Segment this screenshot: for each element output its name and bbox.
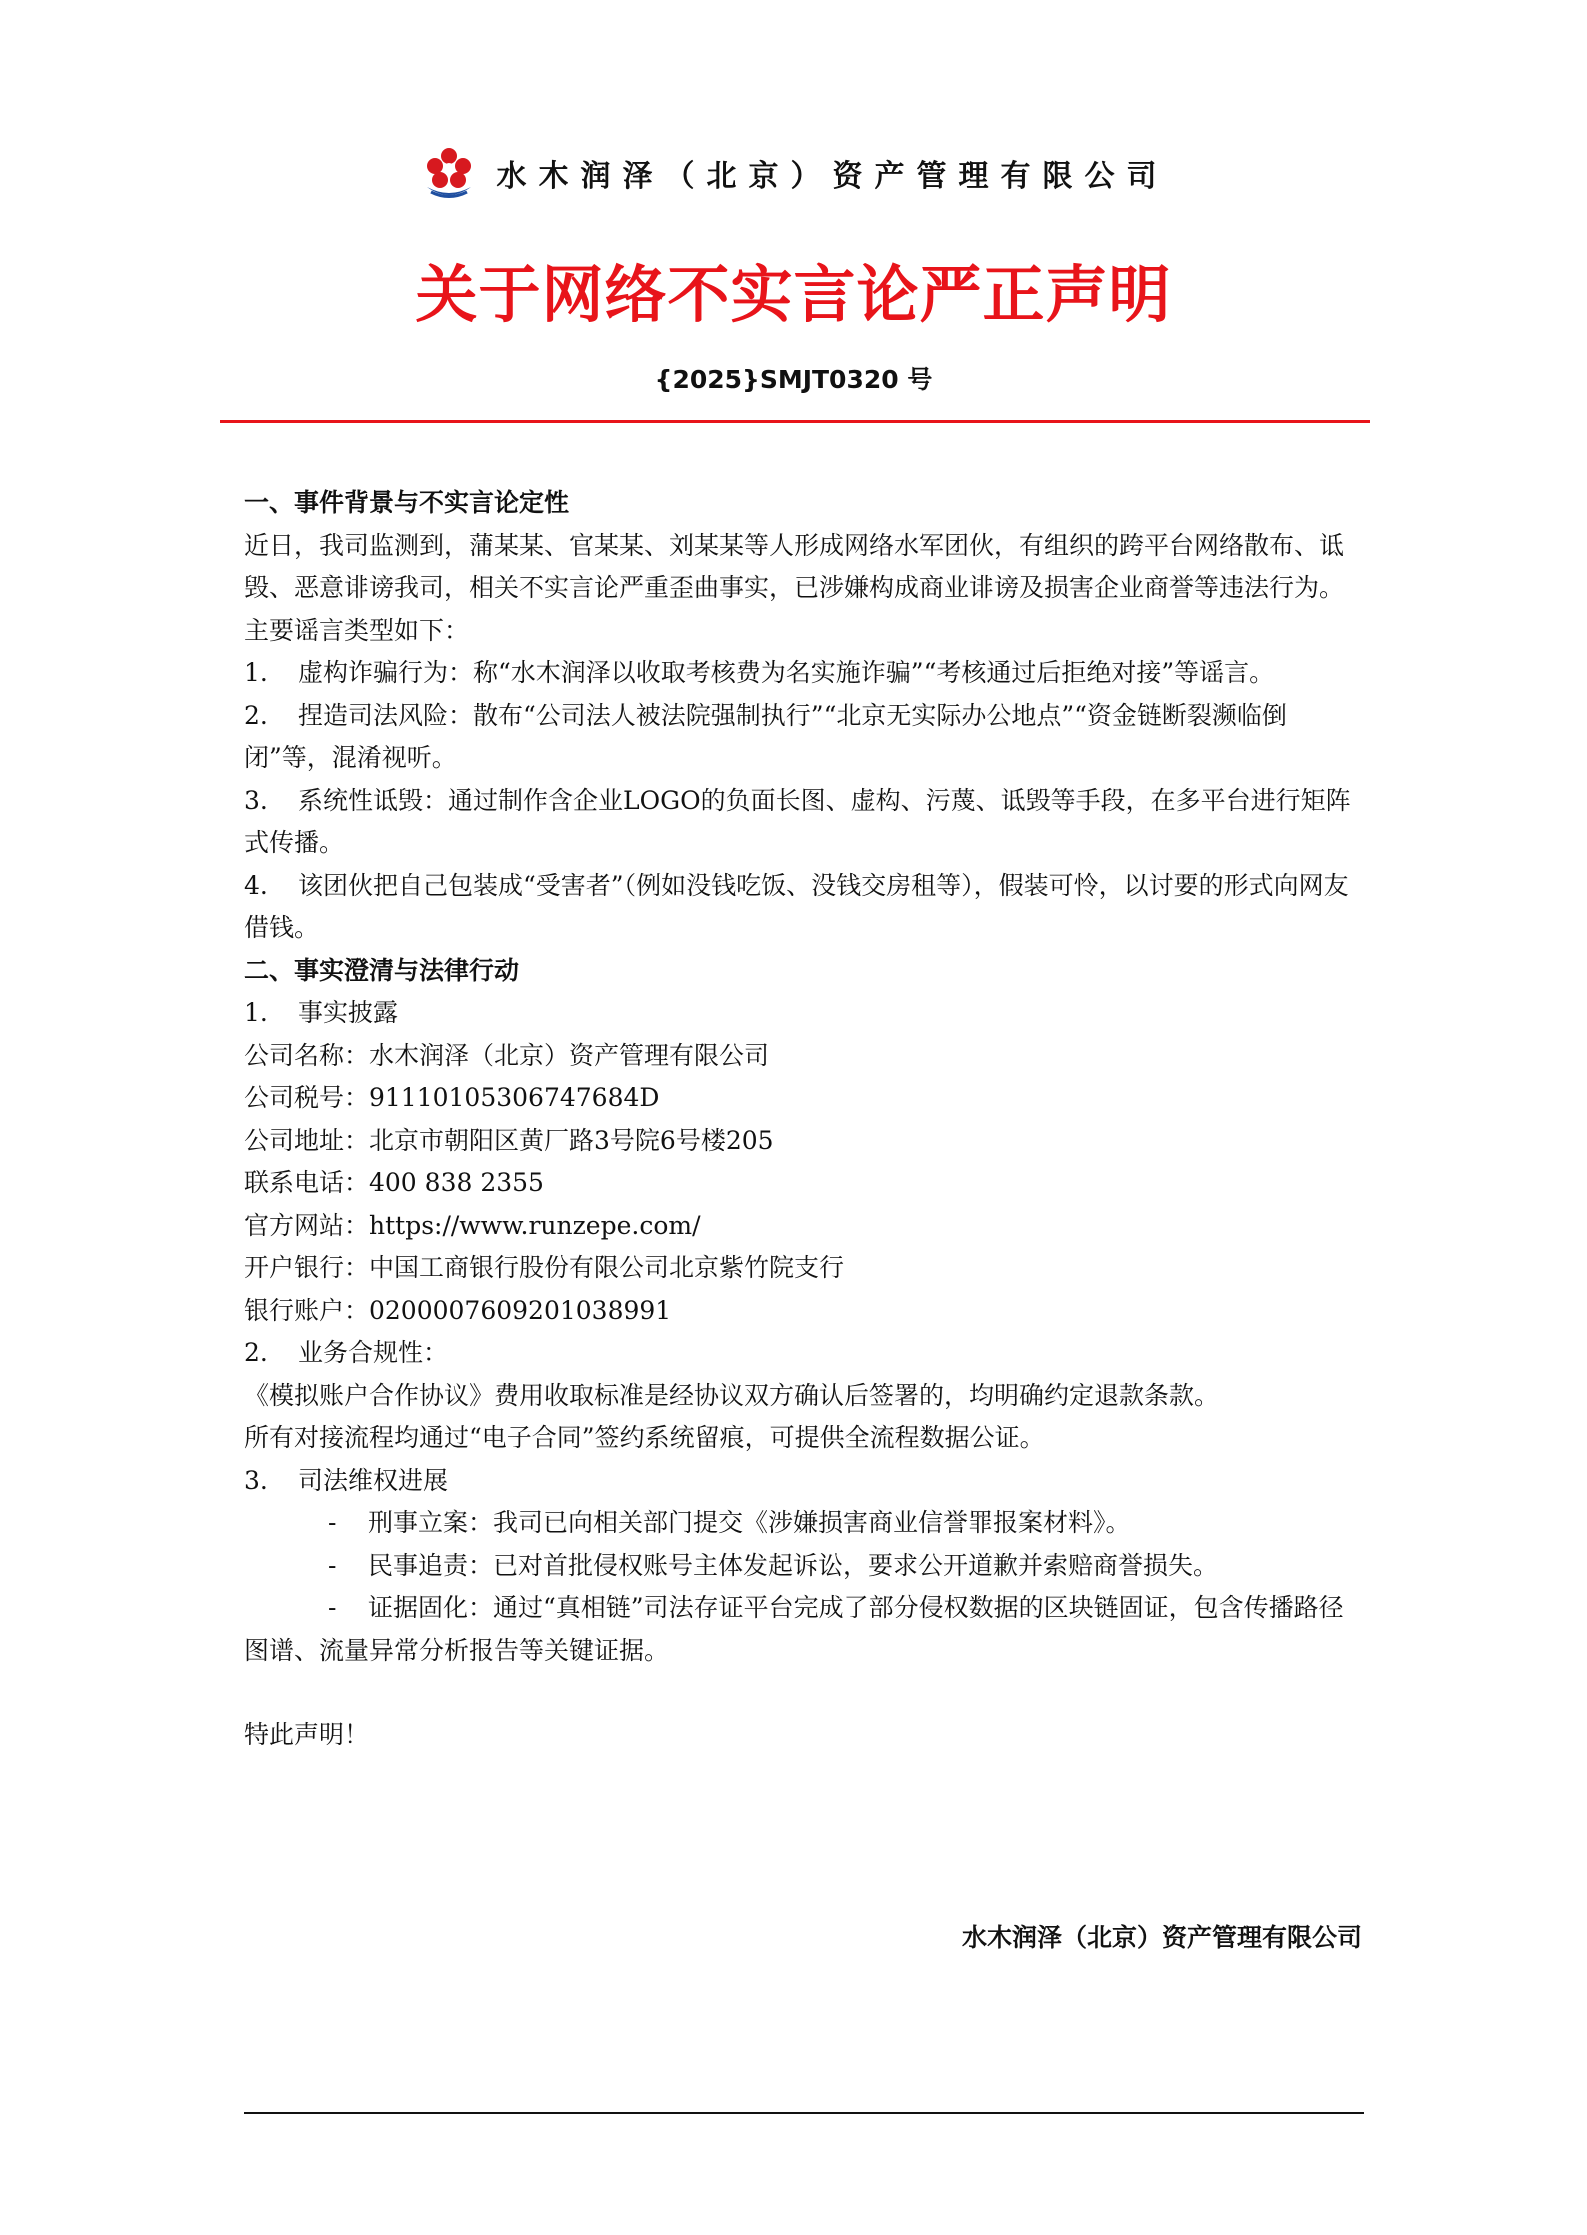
- section-1-heading: 一、事件背景与不实言论定性: [244, 488, 570, 517]
- rumor-item: [244, 865, 1364, 950]
- letterhead: [0, 138, 1587, 208]
- legal-item-text: 证据固化：通过“真相链”司法存证平台完成了部分侵权数据的区块链固证，包含传播路径图谱、流量异常分析报告等关键证据。: [244, 1593, 1344, 1665]
- disclosure-title: 事实披露: [298, 998, 399, 1027]
- company-info-line: 公司税号：91110105306747684D: [244, 1083, 660, 1112]
- legal-item-dash: -: [328, 1593, 337, 1622]
- company-info-line: 开户银行：中国工商银行股份有限公司北京紫竹院支行: [244, 1253, 845, 1282]
- company-info-line: 公司地址：北京市朝阳区黄厂路3号院6号楼205: [244, 1125, 774, 1155]
- section-1-paragraph: 近日，我司监测到，蒲某某、官某某、刘某某等人形成网络水军团伙，有组织的跨平台网络散布、诋毁、恶意诽谤我司，相关不实言论严重歪曲事实，已涉嫌构成商业诽谤及损害企业商誉等违法行为。: [244, 530, 1345, 602]
- legal-number: 3.: [244, 1465, 268, 1495]
- disclosure-heading: [244, 992, 1364, 1035]
- rumor-item: [244, 652, 1364, 695]
- rumor-item-number: 2.: [244, 700, 268, 730]
- compliance-number: 2.: [244, 1338, 268, 1367]
- rumor-item-text: 虚构诈骗行为：称“水木润泽以收取考核费为名实施诈骗”“考核通过后拒绝对接”等谣言。: [298, 658, 1275, 687]
- legal-item-text: 刑事立案：我司已向相关部门提交《涉嫌损害商业信誉罪报案材料》。: [368, 1508, 1131, 1537]
- legal-item: [244, 1502, 1364, 1545]
- compliance-line: 《模拟账户合作协议》费用收取标准是经协议双方确认后签署的，均明确约定退款条款。: [244, 1380, 1220, 1410]
- legal-heading: [244, 1460, 1364, 1503]
- rumor-item-number: 1.: [244, 658, 268, 687]
- rumor-item: [244, 695, 1364, 780]
- spacer: [244, 1672, 1364, 1714]
- closing-statement: 特此声明！: [244, 1720, 370, 1749]
- legal-item: [244, 1545, 1364, 1588]
- rumor-item-number: 4.: [244, 870, 268, 900]
- rumor-intro: 主要谣言类型如下：: [244, 615, 470, 645]
- company-seal-logo: [419, 143, 479, 203]
- rumor-item-text: 捏造司法风险：散布“公司法人被法院强制执行”“北京无实际办公地点”“资金链断裂濒临倒闭”等，混淆视听。: [244, 700, 1287, 772]
- document-number: {2025}SMJT0320 号: [654, 365, 933, 394]
- company-info-line: 联系电话：400 838 2355: [244, 1168, 544, 1197]
- company-info-line: 官方网站：https://www.runzepe.com/: [244, 1210, 701, 1240]
- company-info-line: 公司名称：水木润泽（北京）资产管理有限公司: [244, 1040, 770, 1070]
- red-divider: [220, 420, 1370, 423]
- section-2-heading: 二、事实澄清与法律行动: [244, 955, 520, 985]
- legal-item-text: 民事追责：已对首批侵权账号主体发起诉讼，要求公开道歉并索赔商誉损失。: [368, 1550, 1219, 1580]
- compliance-line: 所有对接流程均通过“电子合同”签约系统留痕，可提供全流程数据公证。: [244, 1423, 1045, 1452]
- disclosure-number: 1.: [244, 998, 268, 1027]
- legal-title: 司法维权进展: [298, 1465, 449, 1495]
- legal-item-dash: -: [328, 1550, 337, 1580]
- company-info-line: 银行账户：0200007609201038991: [244, 1295, 672, 1325]
- compliance-heading: [244, 1332, 1364, 1375]
- rumor-item: [244, 780, 1364, 865]
- footer-divider: [244, 2112, 1364, 2114]
- signature-company: 水木润泽（北京）资产管理有限公司: [961, 1923, 1362, 1952]
- rumor-item-number: 3.: [244, 785, 268, 815]
- document-body: [244, 482, 1364, 1757]
- rumor-item-text: 系统性诋毁：通过制作含企业LOGO的负面长图、虚构、污蔑、诋毁等手段，在多平台进行矩阵式传播。: [244, 785, 1351, 857]
- compliance-title: 业务合规性：: [298, 1338, 449, 1367]
- legal-item: [244, 1587, 1364, 1672]
- document-title: 关于网络不实言论严正声明: [415, 258, 1172, 331]
- letterhead-company-name: 水木润泽（北京）资产管理有限公司: [496, 159, 1169, 194]
- legal-item-dash: -: [328, 1508, 337, 1537]
- rumor-item-text: 该团伙把自己包装成“受害者”（例如没钱吃饭、没钱交房租等），假装可怜，以讨要的形式向网友借钱。: [244, 870, 1349, 942]
